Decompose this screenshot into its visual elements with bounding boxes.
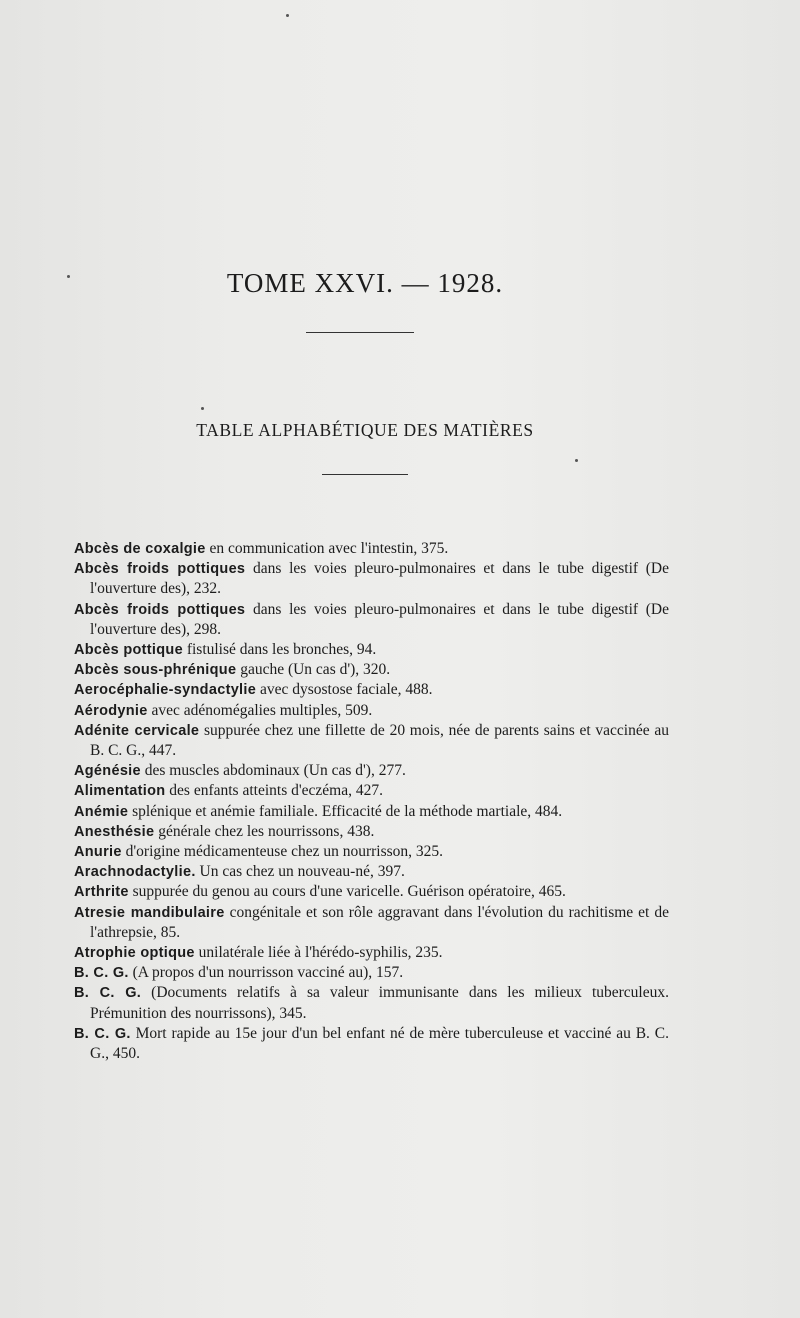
entry-text: générale chez les nourrissons, 438. (154, 822, 375, 840)
entry-term: Anémie (74, 803, 129, 820)
index-entry (74, 802, 669, 822)
entry-term: B. C. G. (74, 965, 129, 982)
entry-term: B. C. G. (74, 985, 142, 1002)
entry-text: Mort rapide au 15e jour d'un bel enfant né de mère tuberculeuse et vacciné au B. C. G., 450. (90, 1024, 669, 1063)
entry-term: Arthrite (74, 884, 129, 901)
index-entry (74, 862, 669, 882)
entry-term: Abcès pottique (74, 642, 183, 659)
index-entry (74, 559, 669, 599)
entry-term: Abcès de coxalgie (74, 541, 206, 557)
index-entry (74, 903, 669, 943)
index-entry (74, 640, 669, 660)
entry-text: splénique et anémie familiale. Efficacité de la méthode martiale, 484. (128, 802, 563, 820)
entry-term: Adénite cervicale (74, 722, 200, 739)
entry-term: Alimentation (74, 783, 166, 800)
index-entry (74, 761, 669, 781)
entry-text: congénitale et son rôle aggravant dans l'évolution du rachitisme et de l'athrepsie, 85. (90, 903, 670, 941)
index-entry (74, 842, 669, 862)
index-entries (74, 539, 669, 1064)
entry-text: unilatérale liée à l'hérédo-syphilis, 235. (194, 944, 443, 962)
entry-term: Anurie (74, 844, 122, 861)
entry-term: Aérodynie (74, 702, 148, 719)
entry-term: B. C. G. (74, 1025, 131, 1042)
index-entry (74, 701, 669, 721)
index-entry (74, 781, 669, 801)
index-entry (74, 539, 669, 559)
entry-text: avec adénomégalies multiples, 509. (147, 701, 373, 719)
entry-term: Abcès froids pottiques (74, 561, 246, 578)
entry-term: Aerocéphalie-syndactylie (74, 682, 257, 699)
entry-text: dans les voies pleuro-pulmonaires et dans le tube digestif (De l'ouverture des), 232. (90, 560, 669, 598)
speck (286, 14, 289, 17)
index-entry (74, 1024, 669, 1064)
index-entry (74, 600, 669, 640)
index-entry (74, 882, 669, 902)
volume-title: TOME XXVI. — 1928. (226, 268, 504, 298)
entry-term: Abcès sous-phrénique (74, 662, 237, 679)
title-divider (306, 332, 414, 333)
entry-text: suppurée chez une fillette de 20 mois, née de parents sains et vaccinée au B. C. G., 447. (90, 721, 669, 760)
entry-term: Anesthésie (74, 823, 155, 840)
entry-term: Arachnodactylie. (74, 864, 196, 881)
entry-term: Agénésie (74, 763, 141, 780)
heading-divider (322, 474, 408, 475)
index-entry (74, 943, 669, 963)
entry-text: suppurée du genou au cours d'une varicelle. Guérison opératoire, 465. (128, 883, 566, 901)
entry-text: Un cas chez un nouveau-né, 397. (195, 863, 405, 881)
entry-term: Abcès froids pottiques (74, 601, 246, 618)
entry-text: (A propos d'un nourrisson vacciné au), 157. (128, 964, 404, 982)
speck (575, 459, 578, 462)
index-entry (74, 822, 669, 842)
entry-text: fistulisé dans les bronches, 94. (182, 641, 377, 659)
entry-text: des enfants atteints d'eczéma, 427. (165, 782, 383, 800)
entry-text: en communication avec l'intestin, 375. (205, 540, 449, 557)
index-entry (74, 963, 669, 983)
index-heading: TABLE ALPHABÉTIQUE DES MATIÈRES (196, 420, 534, 440)
entry-text: avec dysostose faciale, 488. (256, 681, 433, 699)
index-entry (74, 721, 669, 761)
entry-term: Atresie mandibulaire (74, 904, 225, 921)
entry-text: (Documents relatifs à sa valeur immunisante dans les milieux tuberculeux. Prémunition des nourrissons), 345. (90, 984, 669, 1022)
entry-text: gauche (Un cas d'), 320. (236, 661, 391, 679)
index-entry (74, 680, 669, 700)
entry-text: dans les voies pleuro-pulmonaires et dans le tube digestif (De l'ouverture des), 298. (90, 600, 669, 638)
entry-text: d'origine médicamenteuse chez un nourrisson, 325. (121, 843, 444, 861)
entry-text: des muscles abdominaux (Un cas d'), 277. (140, 762, 406, 780)
speck (201, 407, 204, 410)
entry-term: Atrophie optique (74, 945, 195, 962)
index-entry (74, 660, 669, 680)
index-entry (74, 983, 669, 1023)
